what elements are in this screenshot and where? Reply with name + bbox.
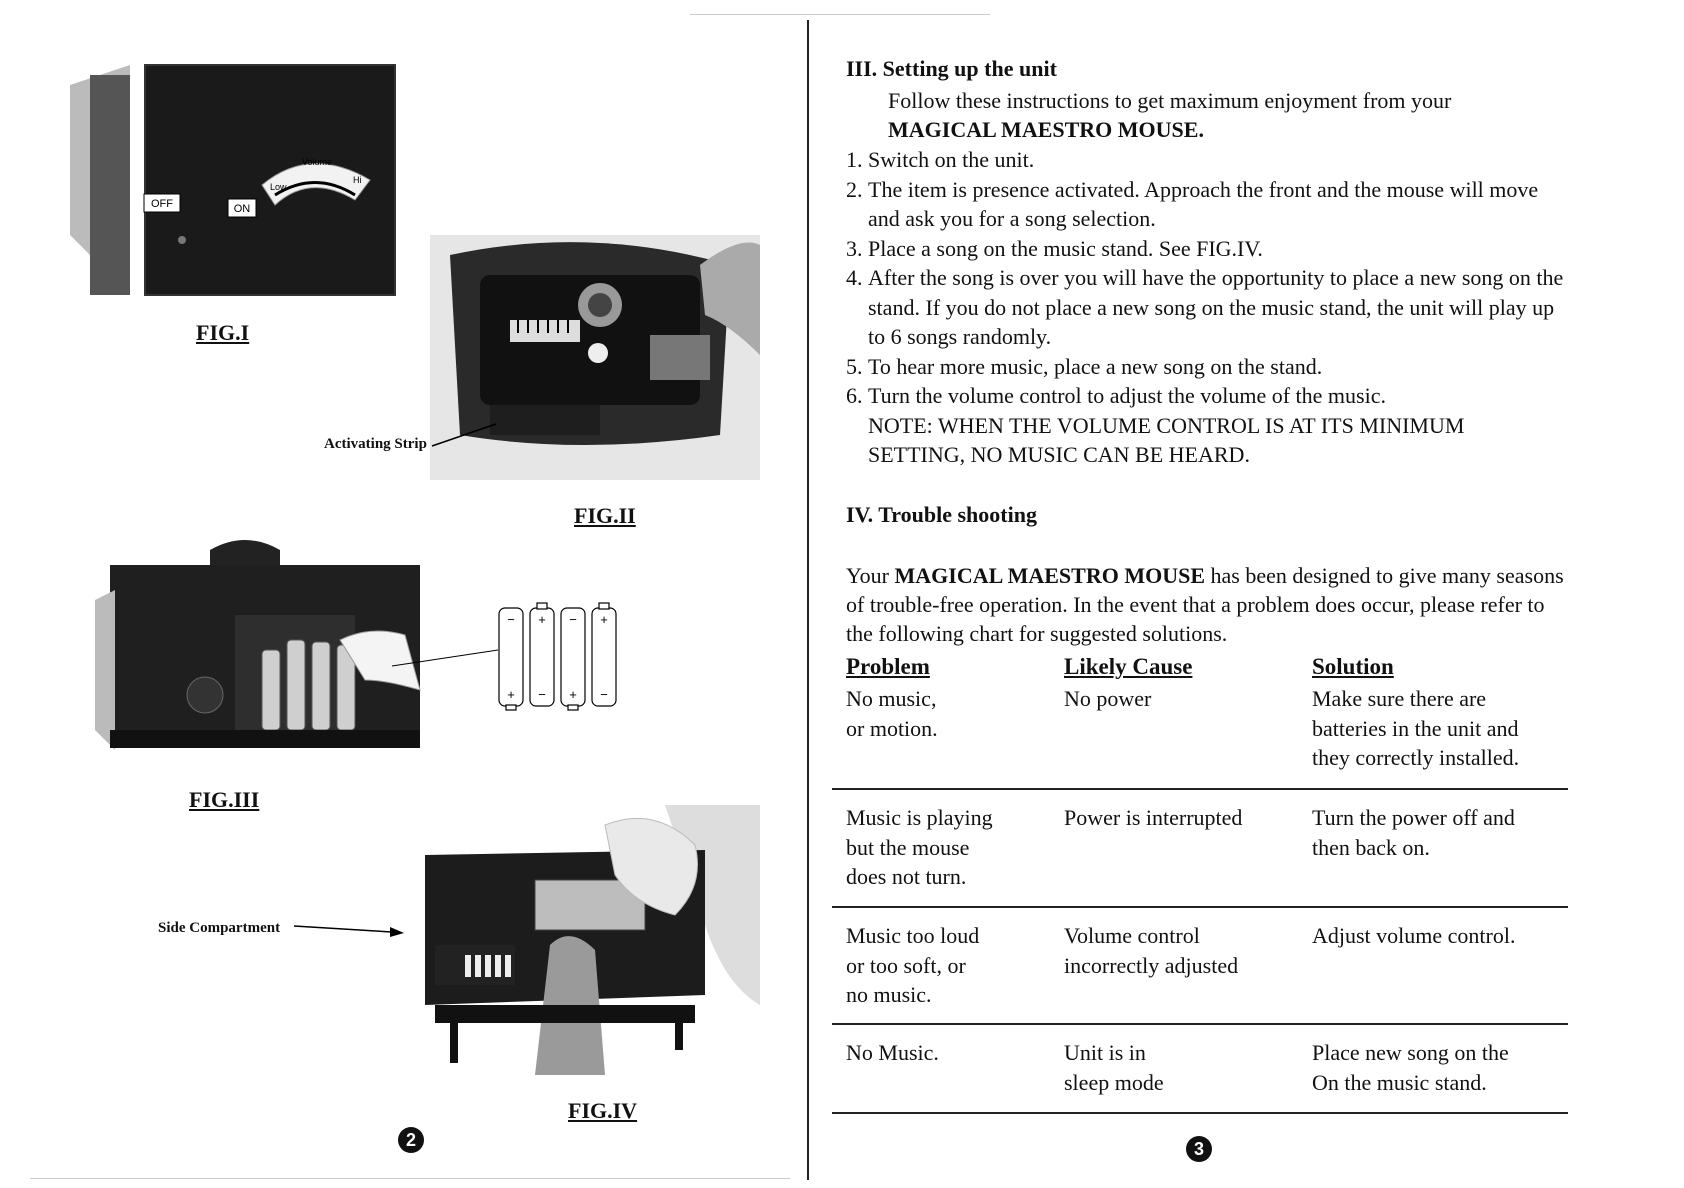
fig1-control-panel-image xyxy=(70,55,410,305)
row1-solution: Make sure there are batteries in the unit and they correctly installed. xyxy=(1312,686,1520,770)
fig4-music-stand-image xyxy=(405,805,760,1080)
table-row-divider xyxy=(832,1112,1568,1114)
svg-text:+: + xyxy=(569,687,577,702)
row4-cause: Unit is in sleep mode xyxy=(1064,1040,1164,1095)
page-number-left: 2 xyxy=(398,1127,424,1153)
activating-strip-label: Activating Strip xyxy=(324,436,427,452)
step-text: To hear more music, place a new song on the stand. xyxy=(868,353,1323,379)
step-number: 5. xyxy=(846,353,863,379)
fig3-caption: FIG.III xyxy=(189,787,260,812)
table-row-divider xyxy=(832,788,1568,790)
setup-step xyxy=(846,381,1566,411)
setup-step xyxy=(846,263,1566,352)
setup-step xyxy=(846,175,1566,234)
step-number: 3. xyxy=(846,235,863,261)
trouble-intro-post: has been designed to give many seasons of trouble-free operation. In the event that a problem does occur, please refer to the following chart for suggested solutions. xyxy=(846,563,1564,646)
row2-solution: Turn the power off and then back on. xyxy=(1312,805,1515,860)
table-row-divider xyxy=(832,906,1568,908)
fig1-on-label: ON xyxy=(233,203,251,215)
row3-cause: Volume control incorrectly adjusted xyxy=(1064,923,1239,978)
activating-strip-pointer xyxy=(430,420,500,450)
fig1-hi-label: Hi xyxy=(353,175,362,185)
fig1-caption: FIG.I xyxy=(196,320,250,345)
fig1-volume-label: Volume xyxy=(301,157,333,167)
row3-solution: Adjust volume control. xyxy=(1312,923,1516,948)
svg-text:+: + xyxy=(507,687,515,702)
row4-solution: Place new song on the On the music stand. xyxy=(1312,1040,1509,1095)
header-likely-cause: Likely Cause xyxy=(1064,654,1193,679)
row4-problem: No Music. xyxy=(846,1040,939,1065)
svg-text:+: + xyxy=(538,612,546,627)
header-problem: Problem xyxy=(846,654,930,679)
header-solution: Solution xyxy=(1312,654,1394,679)
scan-artifact xyxy=(690,14,990,15)
step-text: After the song is over you will have the opportunity to place a new song on the stand. If you do not place a new song on the music stand, the unit will play up to 6 songs randomly. xyxy=(868,265,1564,349)
step-text: The item is presence activated. Approach the front and the mouse will move and ask you for a song selection. xyxy=(868,176,1539,231)
fig1-off-label: OFF xyxy=(151,198,173,210)
fig4-caption: FIG.IV xyxy=(568,1098,638,1123)
svg-text:−: − xyxy=(538,687,546,702)
trouble-intro-brand: MAGICAL MAESTRO MOUSE xyxy=(894,563,1205,588)
row3-problem: Music too loud or too soft, or no music. xyxy=(846,923,980,1007)
setup-section-title: III. Setting up the unit xyxy=(846,56,1057,81)
setup-intro-brand: MAGICAL MAESTRO MOUSE. xyxy=(888,117,1204,142)
scan-artifact xyxy=(30,1178,790,1179)
setup-step xyxy=(846,352,1566,382)
row1-cause: No power xyxy=(1064,686,1152,711)
page-number-right: 3 xyxy=(1186,1136,1212,1162)
step-text: Place a song on the music stand. See FIG.IV. xyxy=(868,235,1263,261)
row2-cause: Power is interrupted xyxy=(1064,805,1243,830)
table-row-divider xyxy=(832,1023,1568,1025)
step-number: 2. xyxy=(846,176,863,202)
side-compartment-pointer xyxy=(292,918,407,938)
setup-step xyxy=(846,145,1566,175)
setup-note: NOTE: WHEN THE VOLUME CONTROL IS AT ITS MINIMUM SETTING, NO MUSIC CAN BE HEARD. xyxy=(868,412,1465,467)
setup-intro-line1: Follow these instructions to get maximum enjoyment from your xyxy=(888,88,1452,113)
svg-text:−: − xyxy=(600,687,608,702)
side-compartment-label: Side Compartment xyxy=(158,920,281,936)
step-number: 6. xyxy=(846,383,863,408)
step-number: 1. xyxy=(846,147,863,172)
svg-text:+: + xyxy=(600,612,608,627)
row2-problem: Music is playing but the mouse does not turn. xyxy=(846,805,993,889)
fig2-caption: FIG.II xyxy=(574,503,636,528)
page-divider xyxy=(807,20,809,1180)
setup-step xyxy=(846,234,1566,264)
step-number: 4. xyxy=(846,265,863,290)
step-text: Turn the volume control to adjust the volume of the music. xyxy=(868,383,1386,408)
battery-orientation-diagram xyxy=(495,602,625,712)
trouble-section-title: IV. Trouble shooting xyxy=(846,502,1037,527)
fig1-low-label: Low xyxy=(270,182,287,192)
svg-text:−: − xyxy=(507,612,515,627)
battery-pointer-line xyxy=(390,600,500,670)
trouble-intro xyxy=(846,561,1566,648)
trouble-intro-pre: Your xyxy=(846,563,895,588)
step-text: Switch on the unit. xyxy=(868,147,1035,172)
row1-problem: No music, or motion. xyxy=(846,686,938,741)
setup-steps-list xyxy=(846,145,1566,470)
svg-text:−: − xyxy=(569,612,577,627)
